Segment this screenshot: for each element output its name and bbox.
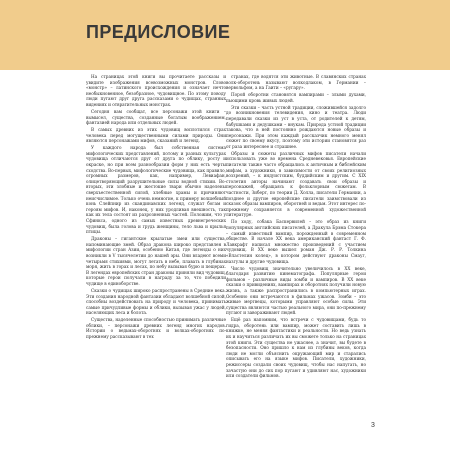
paragraph: По ходу, собака Баскервилей – это образ из книги популярных английских писателей, а Дракула Брэма Стокера – самый известный вампир, порожденный в современном обществе. В начале XX века американский фантаст Г. Ф. Лавкрафт написал множество произведений с участием чудовищ. В XX веке вышел роман Дж. Р. Р. Толкина «Властелин колец», в котором действуют драконы Смауг, назгулы и другие чудовища. [226,219,366,264]
paragraph: Сегодня вам сообщат, все персонажи этой книги – вымысел, существа, созданные богатым воображением, фантазией народа или отдельных людей. [86,108,226,126]
paragraph: В самых древних из этих чудовищ воплотился страх человека перед могущественными силами природы. Они являются персонажами мифов, сказаний и легенд. [86,127,226,144]
paragraph: Порой оборотни становятся вампирами – злыми духами, пьющими кровь живых людей. [226,92,366,103]
left-column [86,74,226,422]
page-title: ПРЕДИСЛОВИЕ [86,22,231,42]
paragraph: Существа, наделенные способностью принимать различные облики, – персонажи древних легенд многих народов. Истории о ведьмах-оборотнях и волках-оборотнях по-прежнему рассказывают в тех [86,317,226,340]
paragraph: Ещё раз напомним, что встречи с чудовищами, будь то гидра, оборотень или вампир, может составить лишь в книжке, не меняя фантастики и реальности. Но ведь узнать их и научиться различать их вы сможете только на страницах этой книги. Эти существа не ужаснее, а значит, вы будете в безопасности. Оно пришло к нам из глубины веков, когда люди не могли объяснить окружающий мир и старались описывать его на языке мифов. Писатели, художники, режиссеры создали своих чудовищ, чтобы нас напугать, но зачастую они до сих пор пугают и удивляют нас, художники или создатели фильмов. [226,317,366,379]
paragraph: У каждого народа был собственная система мифологических представлений, потому и разных культурах чудовища отличаются друг от друга по облику, росту и окраске, но при всем разнообразии форм у них есть черты сходства. Во-первых, мифологические чудовища, как правило, огромных размеров, как, например, Левиафан, олицетворяющий разрушительные силы водной стихии. Во-вторых, эти злобные и жестокие твари обычно наделены сверхъестественной силой, хлебные храмы и причиняют неисчислимое. Только очень немногие, к примеру волшебный конь Слейпнир из скандинавских легенд, служат богам и героям мифов. И, наконец, у них уродливая внешность, так как их тела состоят из разрозненных частей. Положим, что у Сфинкса, одного из самых известных древнегреческих чудовищ, была голова и грудь женщины, тело льва и крылья птицы. [86,145,226,235]
right-column [226,74,366,422]
paragraph: Драконы – гигантские крылатые змеи или существа, напоминающие змей. Образ дракона широко представлен в мифологии стран Азии, особенно Китая, где легенды о них возникли в V тысячелетии до нашей эры. Они владеют всеми четырьмя стихиями, могут летать в небе, плавать в глубинах моря, жить в горах и лесах, по небу вызывая бурю и пещерах. В легендах европейских стран драконы приняли вид чудовищ, которые герои получали в награду за то, что победили чудище в единоборстве. [86,236,226,286]
paragraph: Эти сказки – часть устной традиции, сложившейся задолго до возникновения телевидения, кино и театра. Люди передавали сказки из уст в уста, от родителей к детям, бабушками и дедушками – внукам. Природа устной традиции такова, что в ней постоянно рождаются новые образы и персонажи. При этом каждый рассказчик немного менял сюжет по своему вкусу, поэтому эти истории становятся раз от раза интереснее и страшнее. [226,104,366,149]
paragraph: Сказки о чудищах широко распространены в Средние века. Эти создания народной фантазии обладают волшебной силой, способны воздействовать на природу и человека, принимать самые причудливые формы и облики, вызывая ужас у людей, населяющих леса и болота. [86,287,226,316]
paragraph: странах, где водятся эти животные. В славянских странах волк-оборотень называют волкодлаком, в Германии – вервольфом, а на Гаити – «ругару». [226,74,366,91]
page-number: 3 [371,422,375,429]
paragraph: Число чудовищ значительно увеличилось в XX веке, благодаря развитию кинематографа. Популярные герои фильмов – различные виды зомби и вампиров. В XX веке сказки о привидениях, вампирах и оборотнях получили новую жизнь, а также распространились в компьютерных играх. Особенно они встречаются в фильмах ужасов. Зомби – это живые мертвецы, которыми управляют особые силы. Эти существа являются частью реального мира, они по-прежнему пугают и завораживают людей. [226,265,366,316]
paragraph: На страницах этой книги вы прочитаете рассказы и увидите изображения всевозможных монстров. Слово «монстр» – латинского происхождения и означает нечто необыкновенное, безобразное, чудовищное. По этому поводу люди пугают друг друга рассказами о чудищах, странных видениях и отвратительных монстрах. [86,74,226,107]
paragraph: Образы и сюжеты различных мифов писатели начали использовать уже во времена Средневековья. Европейские писатели также часто обращались к античным и библейским мифам, а художники, в зависимости от своих религиозных воззрений, – к индуистским, буддийским и другим. С XIX столетия авторы начинают создавать свои образы и персонажей, обращаясь к фольклорным сюжетам. В частности, Зиберт, по теории Д. Холла, писатели Германии, а позднее и другие европейские писатели заимствовали из сказок образы вампиров, оборотней и ведьм. Этот интерес по-прежнему сохраняется в современной художественной литературе. [226,150,366,218]
